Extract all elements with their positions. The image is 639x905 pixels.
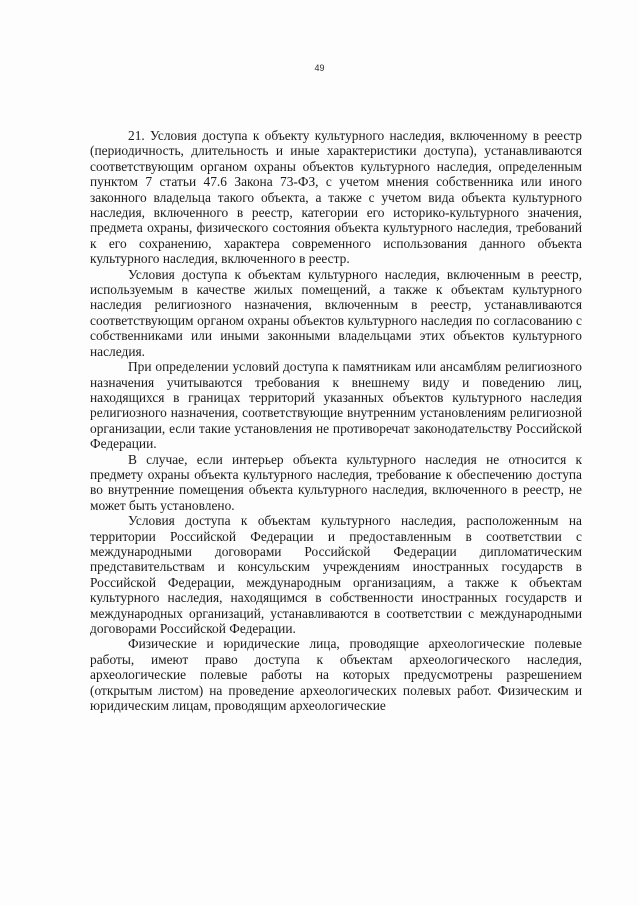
paragraph-interior: В случае, если интерьер объекта культурного наследия не относится к предмету охраны объекта культурного наследия, требование к обеспечению доступа во внутренние помещения объекта культурного наследия, включенного в реестр, не может быть установлено. xyxy=(90,451,582,513)
paragraph-access-conditions: 21. Условия доступа к объекту культурного наследия, включенному в реестр (периодичность, длительность и иные характеристики доступа), устанавливаются соответствующим органом охраны объектов культурного наследия, определенным пунктом 7 статьи 47.6 Закона 73-ФЗ, с учетом мнения собственника или иного законного владельца такого объекта, а также с учетом вида объекта культурного наследия, включенного в реестр, категории его историко-культурного значения, предмета охраны, физического состояния объекта культурного наследия, требований к его сохранению, характера современного использования данного объекта культурного наследия, включенного в реестр. xyxy=(90,128,582,267)
page-number: 49 xyxy=(314,63,325,73)
paragraph-residential-religious: Условия доступа к объектам культурного наследия, включенным в реестр, используемым в качестве жилых помещений, а также к объектам культурного наследия религиозного назначения, включенным в реестр, устанавливаются соответствующим органом охраны объектов культурного наследия по согласованию с собственниками или иными законными владельцами этих объектов культурного наследия. xyxy=(90,266,582,359)
paragraph-diplomatic: Условия доступа к объектам культурного наследия, расположенным на территории Российской Федерации и предоставленным в соответствии с международными договорами Российской Федерации дипломатическим представительствам и консульским учреждениям иностранных государств в Российской Федерации, международным организациям, а также к объектам культурного наследия, находящимся в собственности иностранных государств и международных организаций, устанавливаются в соответствии с международными договорами Российской Федерации. xyxy=(90,513,582,636)
paragraph-archaeological: Физические и юридические лица, проводящие археологические полевые работы, имеют право доступа к объектам археологического наследия, археологические полевые работы на которых предусмотрены разрешением (открытым листом) на проведение археологических полевых работ. Физическим и юридическим лицам, проводящим археологические xyxy=(90,636,582,714)
paragraph-religious-monuments: При определении условий доступа к памятникам или ансамблям религиозного назначения учитываются требования к внешнему виду и поведению лиц, находящихся в границах территорий указанных объектов культурного наследия религиозного назначения, соответствующие внутренним установлениям религиозной организации, если такие установления не противоречат законодательству Российской Федерации. xyxy=(90,359,582,452)
body-text xyxy=(90,128,582,713)
